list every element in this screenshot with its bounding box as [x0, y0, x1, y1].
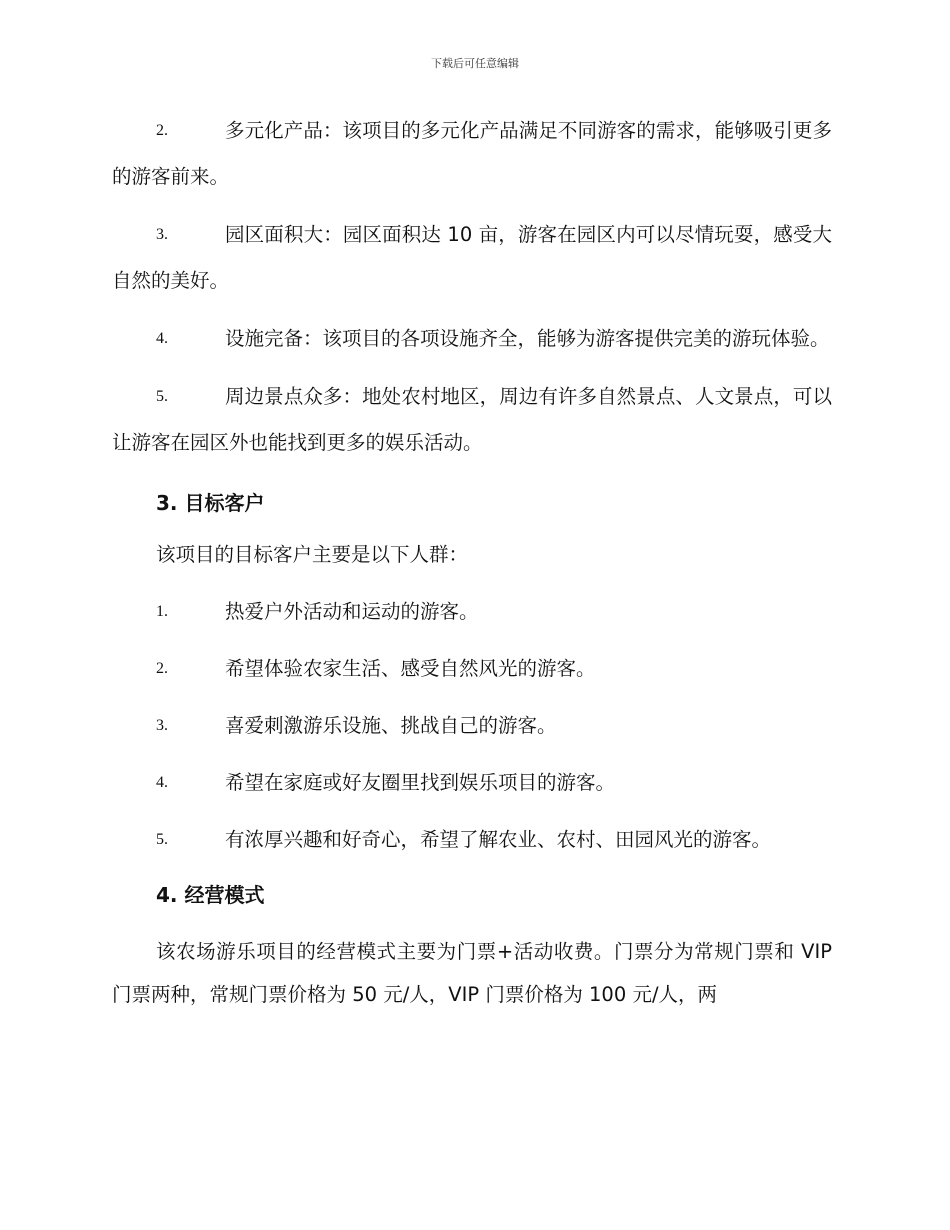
page-header: 下载后可任意编辑 [431, 57, 519, 70]
advantage-item-2 [112, 108, 832, 200]
customer-item-5 [112, 823, 832, 857]
list-number: 3. [156, 717, 168, 734]
list-text: 希望体验农家生活、感受自然风光的游客。 [225, 657, 596, 680]
list-number: 1. [156, 603, 168, 620]
list-text: 有浓厚兴趣和好奇心，希望了解农业、农村、田园风光的游客。 [225, 828, 772, 851]
list-number: 3. [156, 226, 168, 243]
list-text: 周边景点众多：地处农村地区，周边有许多自然景点、人文景点，可以让游客在园区外也能找到更多的娱乐活动。 [112, 385, 832, 454]
advantage-item-5 [112, 374, 832, 466]
customer-item-4 [112, 766, 832, 800]
list-number: 2. [156, 660, 168, 677]
section-heading-target-customers: 3. 目标客户 [156, 491, 265, 515]
list-text: 多元化产品：该项目的多元化产品满足不同游客的需求，能够吸引更多的游客前来。 [112, 119, 832, 188]
list-number: 4. [156, 330, 168, 347]
list-number: 5. [156, 831, 168, 848]
list-text: 热爱户外活动和运动的游客。 [225, 600, 479, 623]
list-text: 设施完备：该项目的各项设施齐全，能够为游客提供完美的游玩体验。 [225, 327, 830, 350]
list-text: 喜爱刺激游乐设施、挑战自己的游客。 [225, 714, 557, 737]
advantage-item-3 [112, 212, 832, 304]
list-text: 园区面积大：园区面积达 10 亩，游客在园区内可以尽情玩耍，感受大自然的美好。 [112, 223, 832, 292]
customer-item-3 [112, 709, 832, 743]
list-number: 2. [156, 122, 168, 139]
business-model-paragraph: 该农场游乐项目的经营模式主要为门票+活动收费。门票分为常规门票和 VIP 门票两种，常规门票价格为 50 元/人，VIP 门票价格为 100 元/人，两 [112, 940, 832, 1006]
section-heading-business-model: 4. 经营模式 [156, 883, 265, 907]
advantage-item-4 [112, 316, 832, 362]
target-customers-intro: 该项目的目标客户主要是以下人群： [156, 543, 469, 566]
list-number: 4. [156, 774, 168, 791]
document-body [112, 108, 832, 1039]
list-number: 5. [156, 388, 168, 405]
list-text: 希望在家庭或好友圈里找到娱乐项目的游客。 [225, 771, 616, 794]
customer-item-2 [112, 652, 832, 686]
customer-item-1 [112, 595, 832, 629]
